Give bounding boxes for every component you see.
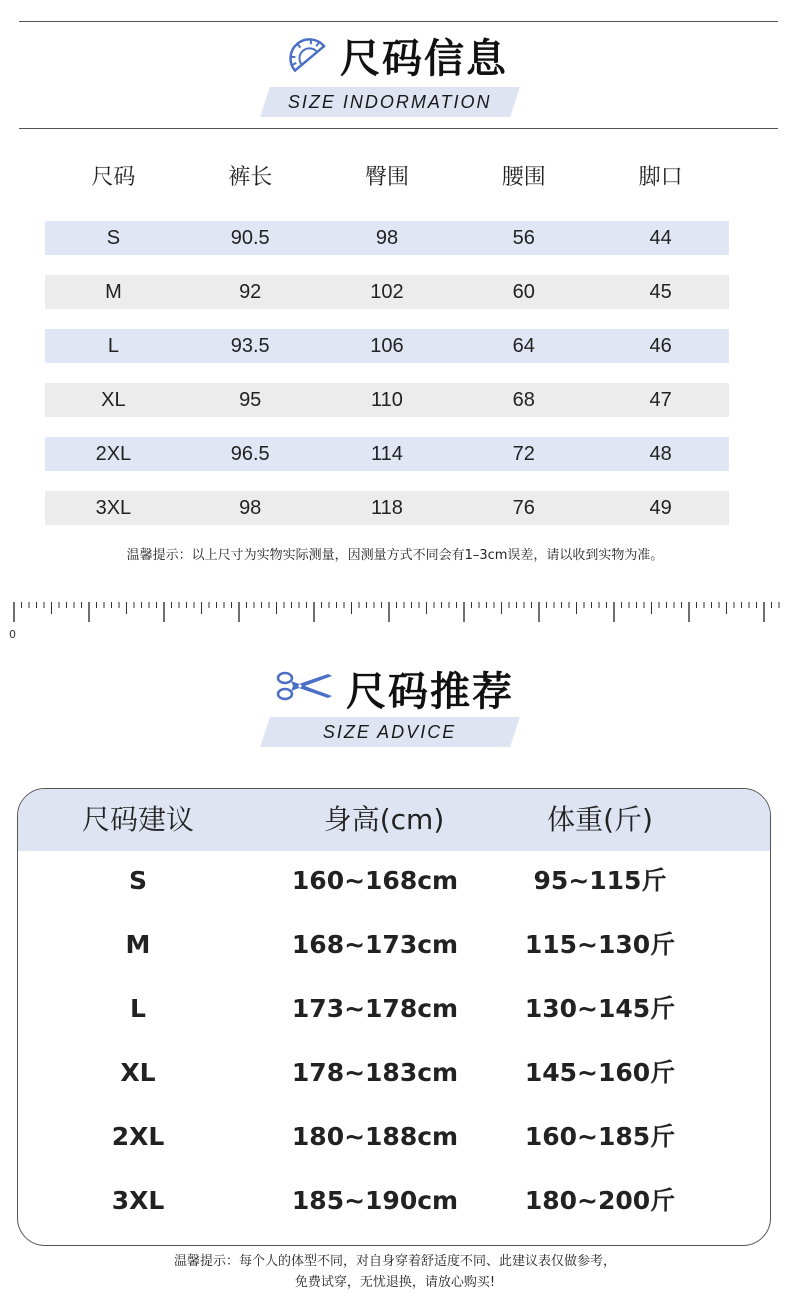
- table-row: [45, 437, 729, 471]
- table-cell: 64: [512, 335, 535, 357]
- advice-note-line1: 温馨提示：每个人的体型不同，对自身穿着舒适度不同、此建议表仅做参考，: [173, 1254, 616, 1269]
- col-header-hip: 臀围: [364, 165, 409, 190]
- table-cell: 98: [239, 497, 262, 519]
- section2-subtitle-band: [260, 717, 520, 747]
- table-cell: 98: [375, 227, 399, 249]
- table-cell: 110: [371, 389, 403, 411]
- advice-height: 180~188cm: [291, 1122, 459, 1151]
- table-row: [45, 491, 729, 525]
- table-cell: 102: [370, 281, 404, 303]
- advice-size: XL: [120, 1058, 156, 1087]
- advice-size: L: [130, 994, 146, 1023]
- size-table-note: 温馨提示：以上尺寸为实物实际测量，因测量方式不同会有1–3cm误差，请以收到实物为准。: [126, 548, 664, 563]
- section1-title-group: [0, 30, 790, 80]
- table-cell: 92: [239, 281, 262, 303]
- table-cell: 56: [512, 227, 535, 249]
- table-cell: 96.5: [230, 443, 270, 465]
- advice-height: 168~173cm: [291, 930, 459, 959]
- advice-weight: 95~115斤: [533, 866, 667, 895]
- table-row: [45, 329, 729, 363]
- table-cell: 76: [512, 497, 535, 519]
- table-cell: L: [107, 335, 119, 357]
- section1-subtitle-band: [260, 87, 520, 117]
- table-cell: 46: [649, 335, 672, 357]
- table-cell: 44: [649, 227, 672, 249]
- table-cell: 68: [512, 389, 535, 411]
- table-cell: 95: [239, 389, 262, 411]
- advice-weight: 160~185斤: [524, 1122, 676, 1151]
- advice-weight: 145~160斤: [524, 1058, 676, 1087]
- table-cell: 47: [649, 389, 672, 411]
- protractor-icon: [282, 30, 328, 80]
- section2-title: 尺码推荐: [346, 668, 514, 715]
- col-header-waist: 腰围: [501, 165, 546, 190]
- size-table-header: [45, 160, 729, 196]
- advice-size: S: [128, 866, 147, 895]
- table-cell: 72: [512, 443, 535, 465]
- section2-title-group: [0, 662, 790, 714]
- section1-divider: [19, 128, 778, 129]
- advice-weight: 115~130斤: [524, 930, 676, 959]
- advice-size: 2XL: [111, 1122, 165, 1151]
- table-cell: 60: [512, 281, 535, 303]
- advice-weight: 130~145斤: [524, 994, 676, 1023]
- section2-subtitle: SIZE ADVICE: [323, 721, 457, 742]
- table-cell: 93.5: [230, 335, 270, 357]
- table-cell: 114: [371, 443, 403, 465]
- table-cell: M: [105, 281, 122, 303]
- top-divider: [19, 21, 778, 22]
- table-cell: XL: [101, 389, 126, 411]
- table-cell: S: [106, 227, 121, 249]
- table-cell: 118: [371, 497, 403, 519]
- table-row: [45, 275, 729, 309]
- ruler-graphic: [0, 600, 790, 626]
- advice-height: 173~178cm: [291, 994, 459, 1023]
- table-cell: 90.5: [230, 227, 270, 249]
- section1-subtitle: SIZE INDORMATION: [288, 91, 492, 112]
- col-header-length: 裤长: [228, 165, 273, 190]
- size-advice-table: [17, 788, 771, 1246]
- advice-height: 185~190cm: [291, 1186, 459, 1215]
- table-cell: 49: [649, 497, 672, 519]
- advice-height: 160~168cm: [291, 866, 459, 895]
- scissors-icon: [276, 669, 334, 707]
- advice-table-header: [18, 789, 770, 851]
- col-header-height: 身高(cm): [323, 803, 445, 836]
- table-cell: 48: [649, 443, 672, 465]
- advice-height: 178~183cm: [291, 1058, 459, 1087]
- col-header-weight: 体重(斤): [547, 803, 653, 836]
- table-cell: 45: [649, 281, 672, 303]
- table-cell: 106: [370, 335, 404, 357]
- col-header-advice: 尺码建议: [81, 803, 194, 836]
- table-row: [45, 383, 729, 417]
- table-cell: 2XL: [95, 443, 132, 465]
- section1-title: 尺码信息: [340, 35, 508, 82]
- ruler-zero-label: 0: [9, 628, 16, 641]
- col-header-hem: 脚口: [638, 165, 683, 190]
- advice-size: M: [125, 930, 151, 959]
- advice-note-line2: 免费试穿，无忧退换，请放心购买!: [294, 1275, 496, 1290]
- table-cell: 3XL: [95, 497, 132, 519]
- table-row: [45, 221, 729, 255]
- advice-weight: 180~200斤: [524, 1186, 676, 1215]
- advice-size: 3XL: [111, 1186, 165, 1215]
- col-header-size: 尺码: [91, 165, 136, 190]
